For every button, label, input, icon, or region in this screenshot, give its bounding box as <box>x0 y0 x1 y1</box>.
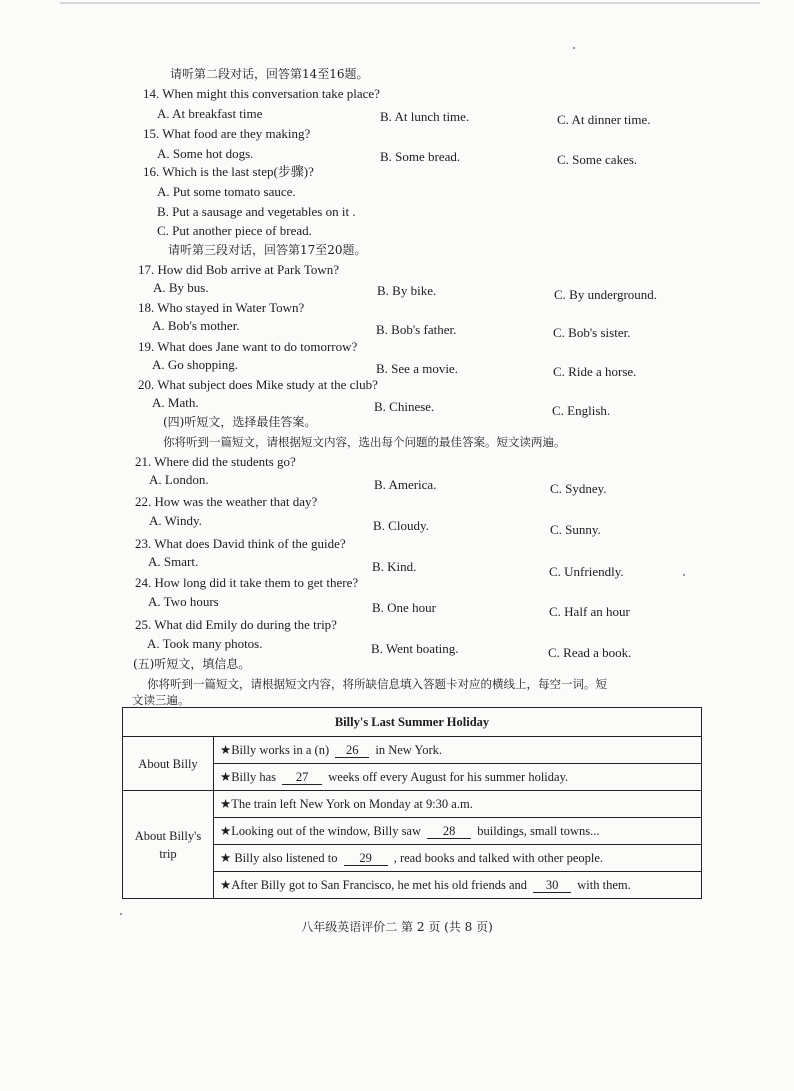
info-table <box>122 707 702 899</box>
q20-stem: 20. What subject does Mike study at the club? <box>138 377 378 392</box>
q25-stem: 25. What did Emily do during the trip? <box>135 617 337 632</box>
table-row-26 <box>214 737 702 764</box>
row-text: buildings, small towns... <box>477 824 600 838</box>
q21-option-b: B. America. <box>374 477 437 492</box>
row-text: ★Billy has <box>220 770 276 784</box>
table-title: Billy's Last Summer Holiday <box>123 708 702 737</box>
q17-option-b: B. By bike. <box>377 283 437 298</box>
q21-option-c: C. Sydney. <box>550 481 607 496</box>
q23-option-c: C. Unfriendly. <box>549 564 624 579</box>
scan-edge-line <box>60 2 760 4</box>
part5-heading: (五)听短文，填信息。 <box>133 657 251 671</box>
q25-option-c: C. Read a book. <box>548 645 632 660</box>
label-trip-line1: About Billy's <box>134 828 202 843</box>
part4-instruction: 你将听到一篇短文，请根据短文内容，选出每个问题的最佳答案。短文读两遍。 <box>163 435 566 449</box>
blank-29[interactable]: 29 <box>344 851 388 866</box>
section3-instruction: 请听第三段对话，回答第17至20题。 <box>168 243 367 257</box>
row-text: , read books and talked with other people. <box>393 851 604 865</box>
page-footer: 八年级英语评价二 第 2 页 (共 8 页) <box>301 920 493 934</box>
q22-option-a: A. Windy. <box>149 513 202 528</box>
scan-speck <box>573 47 575 49</box>
table-row-29 <box>214 845 702 872</box>
q16-option-b: B. Put a sausage and vegetables on it . <box>157 204 356 219</box>
q15-stem: 15. What food are they making? <box>143 126 311 141</box>
q24-option-b: B. One hour <box>372 600 436 615</box>
row-text: ★Billy works in a (n) <box>220 743 330 757</box>
q15-option-b: B. Some bread. <box>380 149 461 164</box>
q14-option-c: C. At dinner time. <box>557 112 651 127</box>
part4-heading: (四)听短文，选择最佳答案。 <box>163 415 317 429</box>
scan-speck <box>120 913 122 915</box>
q20-option-b: B. Chinese. <box>374 399 435 414</box>
q14-stem: 14. When might this conversation take place? <box>143 86 380 101</box>
blank-28[interactable]: 28 <box>427 824 471 839</box>
q14-option-b: B. At lunch time. <box>380 109 470 124</box>
q23-option-a: A. Smart. <box>148 554 199 569</box>
q23-stem: 23. What does David think of the guide? <box>135 536 346 551</box>
scan-speck <box>683 574 685 576</box>
row-text: ★ Billy also listened to <box>220 851 338 865</box>
q23-option-b: B. Kind. <box>372 559 417 574</box>
q19-option-b: B. See a movie. <box>376 361 458 376</box>
label-about-trip <box>123 791 214 899</box>
q25-option-a: A. Took many photos. <box>147 636 263 651</box>
q14-option-a: A. At breakfast time <box>157 106 263 121</box>
q17-stem: 17. How did Bob arrive at Park Town? <box>138 262 340 277</box>
q17-option-a: A. By bus. <box>153 280 209 295</box>
q18-option-c: C. Bob's sister. <box>553 325 631 340</box>
q24-option-a: A. Two hours <box>148 594 219 609</box>
blank-26[interactable]: 26 <box>335 743 369 758</box>
row-text: in New York. <box>375 743 443 757</box>
blank-27[interactable]: 27 <box>282 770 322 785</box>
label-trip-line2: trip <box>159 846 177 861</box>
row-text: weeks off every August for his summer holiday. <box>328 770 569 784</box>
table-row-30 <box>214 872 702 899</box>
q19-option-a: A. Go shopping. <box>152 357 238 372</box>
q19-stem: 19. What does Jane want to do tomorrow? <box>138 339 358 354</box>
q16-stem: 16. Which is the last step(步骤)? <box>143 164 314 179</box>
q22-option-c: C. Sunny. <box>550 522 601 537</box>
blank-30[interactable]: 30 <box>533 878 571 893</box>
q20-option-a: A. Math. <box>152 395 199 410</box>
part5-instruction-line1: 你将听到一篇短文，请根据短文内容，将所缺信息填入答题卡对应的横线上，每空一词。短 <box>147 677 607 691</box>
q22-option-b: B. Cloudy. <box>373 518 429 533</box>
row-text: ★Looking out of the window, Billy saw <box>220 824 422 838</box>
q22-stem: 22. How was the weather that day? <box>135 494 318 509</box>
section2-instruction: 请听第二段对话，回答第14至16题。 <box>170 67 369 81</box>
q21-option-a: A. London. <box>149 472 209 487</box>
row-text: ★After Billy got to San Francisco, he met his old friends and <box>220 878 527 892</box>
q18-option-a: A. Bob's mother. <box>152 318 240 333</box>
q21-stem: 21. Where did the students go? <box>135 454 296 469</box>
q25-option-b: B. Went boating. <box>371 641 459 656</box>
table-row-train: ★The train left New York on Monday at 9:30 a.m. <box>214 791 702 818</box>
q24-stem: 24. How long did it take them to get there? <box>135 575 359 590</box>
q24-option-c: C. Half an hour <box>549 604 630 619</box>
q16-option-c: C. Put another piece of bread. <box>157 223 312 238</box>
q19-option-c: C. Ride a horse. <box>553 364 637 379</box>
q15-option-c: C. Some cakes. <box>557 152 638 167</box>
q17-option-c: C. By underground. <box>554 287 658 302</box>
part5-instruction-line2: 文读三遍。 <box>132 693 190 707</box>
table-row-28 <box>214 818 702 845</box>
q18-stem: 18. Who stayed in Water Town? <box>138 300 305 315</box>
q15-option-a: A. Some hot dogs. <box>157 146 254 161</box>
label-about-billy: About Billy <box>123 737 214 791</box>
row-text: with them. <box>577 878 631 892</box>
table-row-27 <box>214 764 702 791</box>
q18-option-b: B. Bob's father. <box>376 322 457 337</box>
q20-option-c: C. English. <box>552 403 611 418</box>
q16-option-a: A. Put some tomato sauce. <box>157 184 296 199</box>
